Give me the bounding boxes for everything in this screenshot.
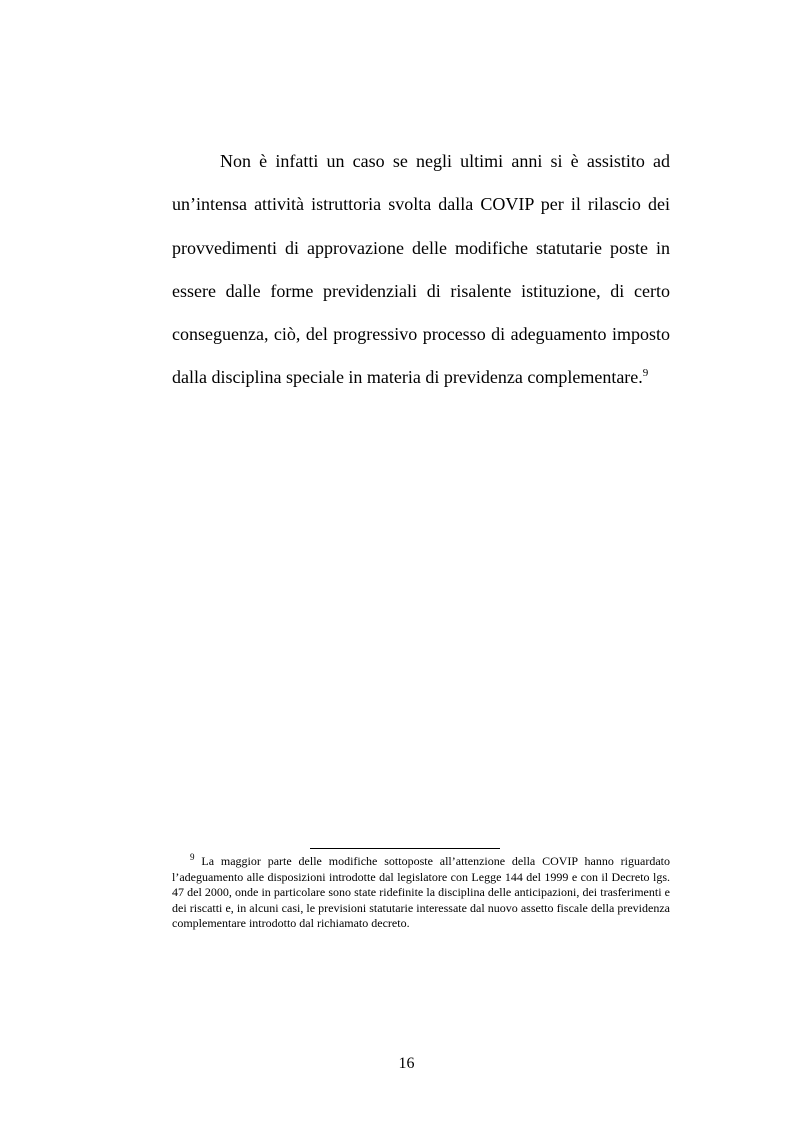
footnote-separator — [310, 848, 500, 849]
footnote-marker: 9 — [190, 852, 195, 862]
main-paragraph — [172, 140, 670, 400]
page-number: 16 — [398, 1055, 415, 1072]
body-text — [172, 140, 670, 400]
footnote — [172, 854, 670, 932]
footnote-text: La maggior parte delle modifiche sottoposte all’attenzione della COVIP hanno riguardato l’adeguamento alle disposizioni introdotte dal legislatore con Legge 144 del 1999 e con il Decreto lgs. 47 del 2000, onde in particolare sono state ridefinite la disciplina delle anticipazioni, dei trasferimenti e dei riscatti e, in alcuni casi, le previsioni statutarie interessate dal nuovo assetto fiscale della previdenza complementare introdotto dal richiamato decreto. — [172, 854, 670, 930]
main-paragraph-text: Non è infatti un caso se negli ultimi anni si è assistito ad un’intensa attività istruttoria svolta dalla COVIP per il rilascio dei provvedimenti di approvazione delle modifiche statutarie poste in essere dalle forme previdenziali di risalente istituzione, di certo conseguenza, ciò, del progressivo processo di adeguamento imposto dalla disciplina speciale in materia di previdenza complementare. — [172, 151, 670, 388]
footnote-paragraph — [172, 854, 670, 932]
footnote-reference[interactable]: 9 — [642, 367, 649, 380]
